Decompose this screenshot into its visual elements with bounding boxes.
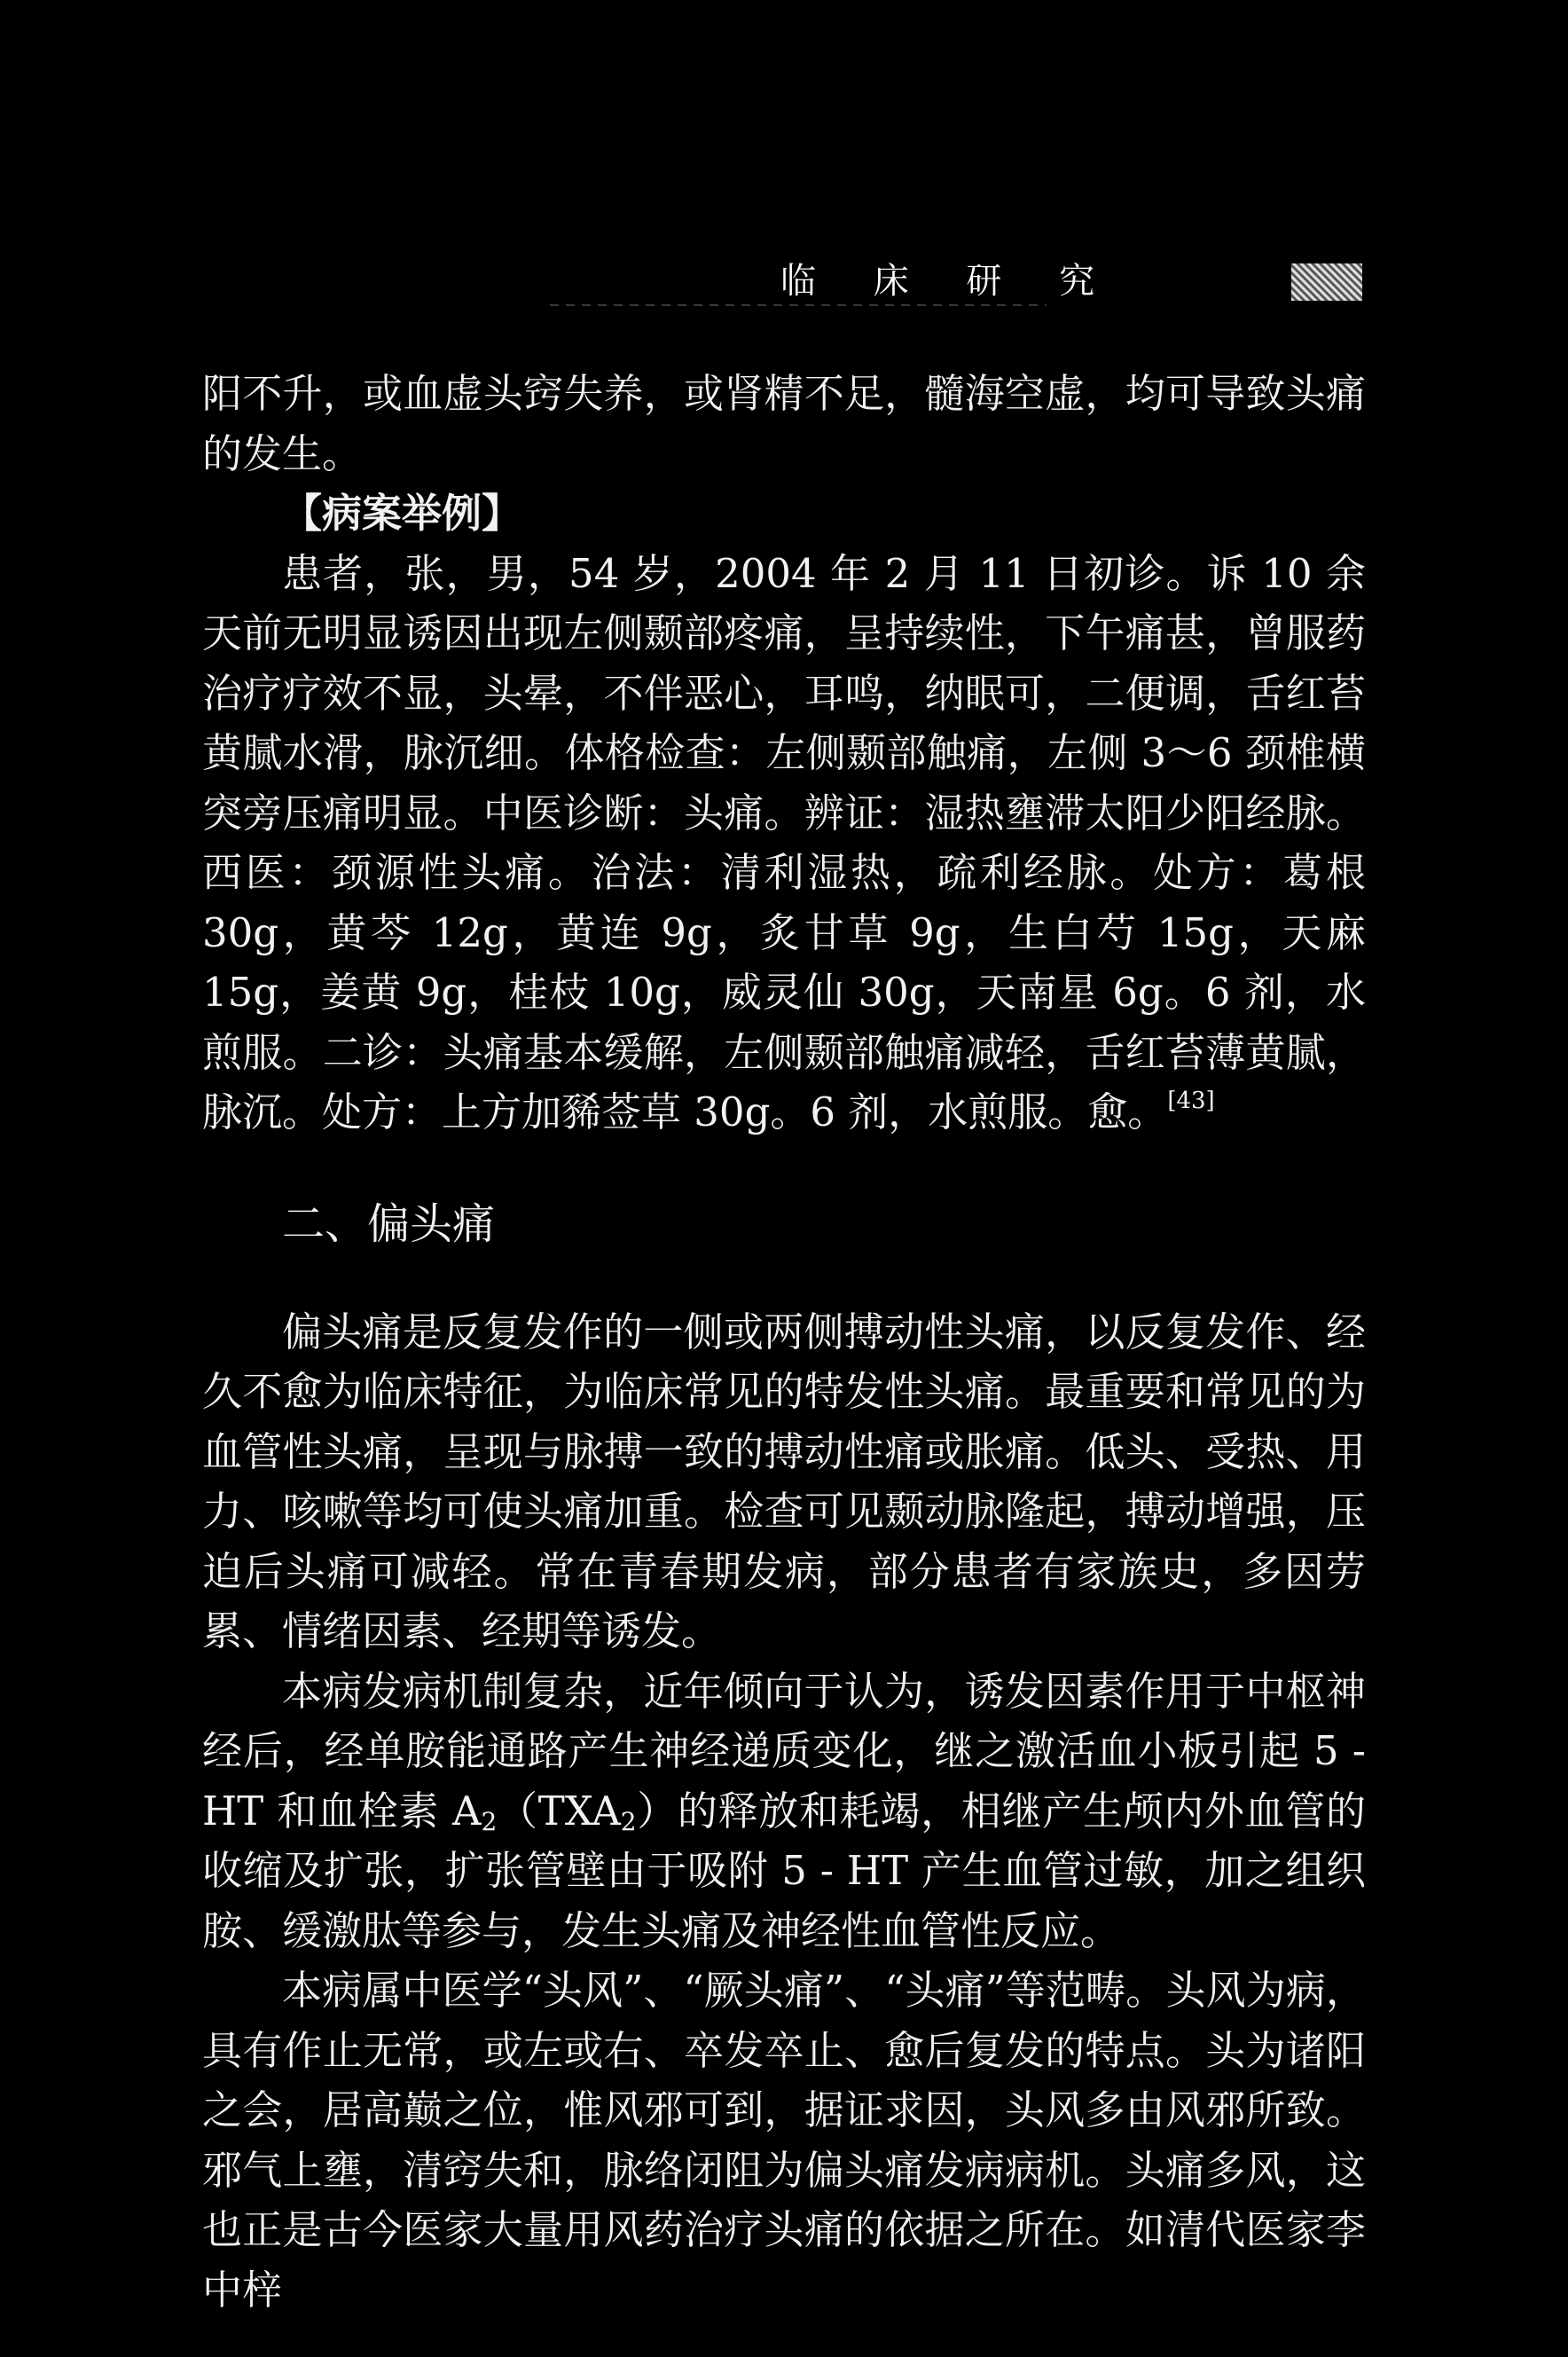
subscript-2: 2 — [620, 1806, 637, 1836]
running-header — [0, 253, 1568, 306]
p2-text-a: 本病发病机制复杂，近年倾向于认为，诱发因素作用于中枢神经后，经单胺能通路产生神经递质变化，继之激活血小板引起 5 - HT 和血栓素 A — [202, 1667, 1366, 1835]
page-number-mark — [1291, 263, 1362, 301]
body-text — [202, 364, 1366, 2320]
header-rule — [550, 304, 1047, 306]
p2-text-c: ）的释放和耗竭，相继产生颅内外血管的收缩及扩张，扩张管壁由于吸附 5 - HT 产生血管过敏，加之组织胺、缓激肽等参与，发生头痛及神经性血管性反应。 — [202, 1787, 1366, 1954]
migraine-paragraph-2 — [202, 1662, 1366, 1961]
case-paragraph — [202, 544, 1366, 1143]
p2-text-b: （TXA — [497, 1787, 621, 1835]
continued-paragraph: 阳不升，或血虚头窍失养，或肾精不足，髓海空虚，均可导致头痛的发生。 — [202, 370, 1366, 477]
running-title: 临 床 研 究 — [780, 261, 1118, 302]
subscript-2: 2 — [481, 1806, 498, 1836]
case-text: 患者，张，男，54 岁，2004 年 2 月 11 日初诊。诉 10 余天前无明显诱因出现左侧颞部疼痛，呈持续性，下午痛甚，曾服药治疗疗效不显，头晕，不伴恶心，耳鸣，纳眠可，二便调，舌红苔黄腻水滑，脉沉细。体格检查：左侧颞部触痛，左侧 3～6 颈椎横突旁压痛明显。中医诊断：头痛。辨证：湿热壅滞太阳少阳经脉。西医：颈源性头痛。治法：清利湿热，疏利经脉。处方：葛根 30g，黄芩 12g，黄连 9g，炙甘草 9g，生白芍 15g，天麻 15g，姜黄 9g，桂枝 10g，威灵仙 30g，天南星 6g。6 剂，水煎服。二诊：头痛基本缓解，左侧颞部触痛减轻，舌红苔薄黄腻，脉沉。处方：上方加豨莶草 30g。6 剂，水煎服。愈。 — [202, 549, 1366, 1135]
section-heading: 二、偏头痛 — [282, 1198, 496, 1249]
case-example-label: 【病案举例】 — [282, 490, 522, 537]
migraine-paragraph-1: 偏头痛是反复发作的一侧或两侧搏动性头痛，以反复发作、经久不愈为临床特征，为临床常见的特发性头痛。最重要和常见的为血管性头痛，呈现与脉搏一致的搏动性痛或胀痛。低头、受热、用力、咳嗽等均可使头痛加重。检查可见颞动脉隆起，搏动增强，压迫后头痛可减轻。常在青春期发病，部分患者有家族史，多因劳累、情绪因素、经期等诱发。 — [202, 1308, 1366, 1654]
migraine-paragraph-3: 本病属中医学“头风”、“厥头痛”、“头痛”等范畴。头风为病，具有作止无常，或左或右、卒发卒止、愈后复发的特点。头为诸阳之会，居高巅之位，惟风邪可到，据证求因，头风多由风邪所致。邪气上壅，清窍失和，脉络闭阻为偏头痛发病病机。头痛多风，这也正是古今医家大量用风药治疗头痛的依据之所在。如清代医家李中梓 — [202, 1967, 1366, 2314]
citation-ref: [43] — [1167, 1088, 1215, 1114]
